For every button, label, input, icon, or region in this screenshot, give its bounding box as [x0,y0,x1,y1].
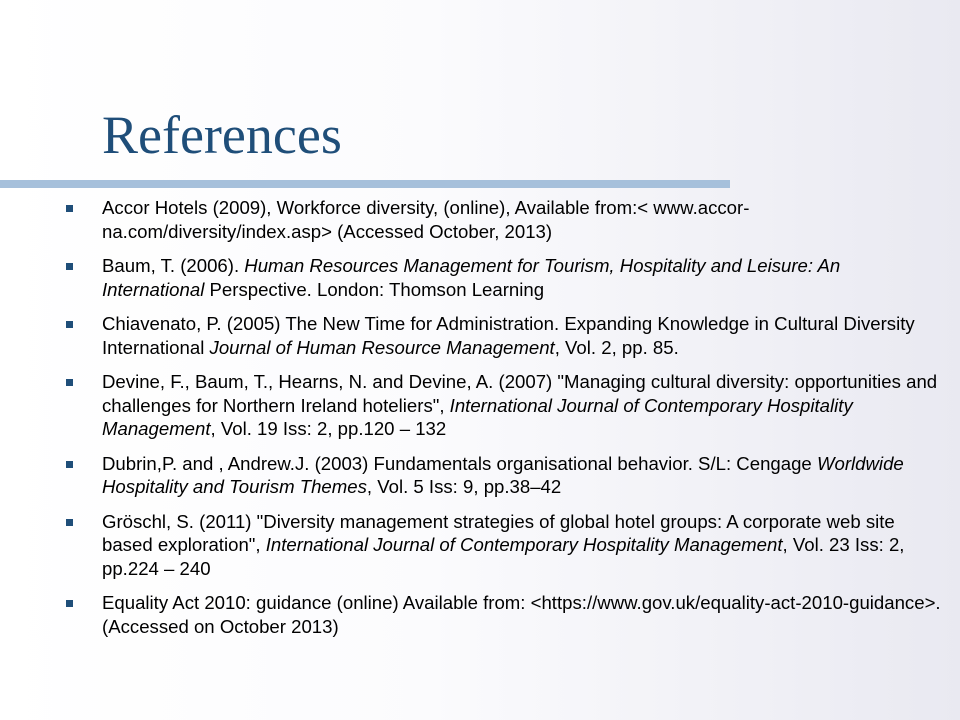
reference-source-title: Human Resources Management for Tourism, Hospitality and Leisure: An International [102,255,841,300]
reference-text: Equality Act 2010: guidance (online) Available from: <https://www.gov.uk/equality-act-2010-guidance>. (Accessed on October 2013) [102,592,941,637]
reference-text: Baum, T. (2006). [102,255,245,276]
reference-item [62,510,942,581]
reference-item [62,196,942,243]
slide-title: References [102,105,342,165]
reference-text: Dubrin,P. and , Andrew.J. (2003) Fundamentals organisational behavior. S/L: Cengage [102,452,817,474]
reference-text: , Vol. 19 Iss: 2, pp.120 – 132 [210,418,447,439]
reference-source-title: Journal of Human Resource Management [209,336,555,358]
reference-text: Accor Hotels (2009), Workforce diversity, (online), Available from:< www.accor-na.com/diversity/index.asp> (Accessed October, 2013) [102,197,750,242]
reference-item [62,370,942,441]
square-bullet-icon [66,461,73,468]
reference-text: , Vol. 23 Iss: 2, pp.224 – 240 [102,534,905,579]
square-bullet-icon [66,205,73,212]
reference-item [62,591,942,638]
reference-item [62,312,942,359]
reference-text: Gröschl, S. (2011) "Diversity management strategies of global hotel groups: A corporate web site based exploration", [102,510,895,555]
reference-text: , Vol. 5 Iss: 9, pp.38–42 [366,476,562,497]
square-bullet-icon [66,321,73,328]
reference-item [62,254,942,301]
reference-source-title: Worldwide Hospitality and Tourism Themes [102,452,904,497]
square-bullet-icon [66,379,73,386]
reference-text: Perspective. London: Thomson Learning [204,278,545,300]
reference-text: Devine, F., Baum, T., Hearns, N. and Devine, A. (2007) "Managing cultural diversity: opportunities and challenges for Northern Ireland hoteliers", [102,371,938,416]
title-divider [0,180,730,188]
square-bullet-icon [66,600,73,607]
reference-text: Chiavenato, P. (2005) The New Time for Administration. Expanding Knowledge in Cultural Diversity International [102,313,915,358]
square-bullet-icon [66,263,73,270]
reference-source-title: International Journal of Contemporary Hospitality Management [102,394,853,439]
square-bullet-icon [66,519,73,526]
reference-item [62,452,942,499]
reference-text: , Vol. 2, pp. 85. [554,336,679,358]
reference-source-title: International Journal of Contemporary Hospitality Management [265,534,783,555]
references-list [62,196,942,649]
